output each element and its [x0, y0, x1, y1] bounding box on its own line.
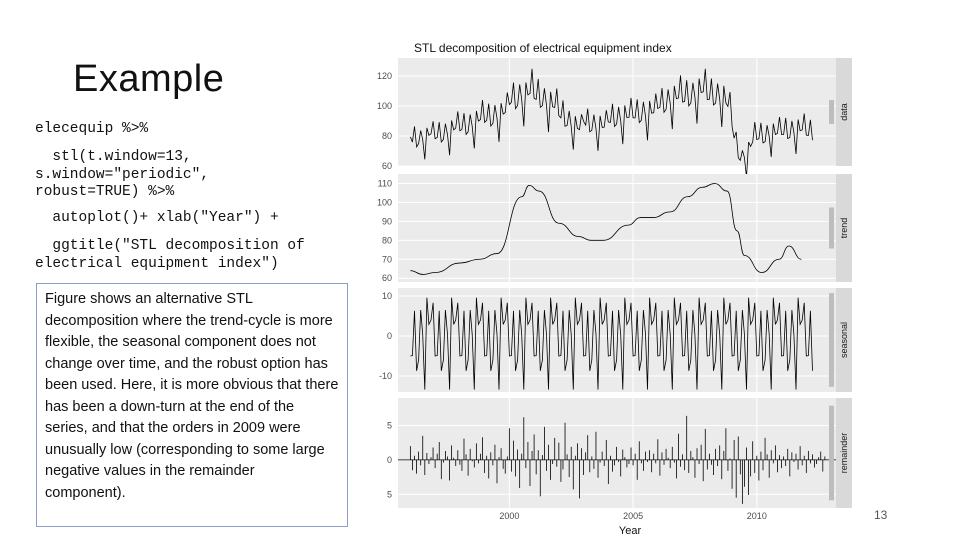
y-tick-label: 0 [386, 454, 392, 465]
range-bar [829, 293, 834, 387]
x-axis-title: Year [618, 525, 642, 537]
y-tick-label: 80 [381, 131, 392, 141]
y-tick-label: 60 [381, 161, 392, 171]
code-line: electrical equipment index") [35, 256, 279, 272]
y-tick-label: 60 [381, 273, 392, 284]
y-tick-label: 110 [377, 178, 392, 189]
stl-decomposition-chart [362, 36, 862, 538]
x-tick-label: 2000 [499, 511, 520, 521]
y-tick-label: -10 [378, 371, 392, 381]
panel-strip-label: trend [839, 217, 849, 239]
y-tick-label: 70 [381, 254, 392, 265]
y-tick-label: 5 [386, 489, 392, 500]
y-tick-label: 90 [381, 216, 392, 227]
chart-title: STL decomposition of electrical equipment index [414, 41, 672, 55]
chart-panels [377, 58, 852, 521]
range-bar [829, 406, 834, 501]
range-bar [829, 207, 834, 248]
code-line: elecequip %>% [35, 121, 149, 137]
description-box [36, 283, 348, 527]
y-tick-label: 100 [376, 197, 392, 208]
code-line: stl(t.window=13, [35, 149, 192, 165]
code-line: autoplot()+ xlab("Year") + [35, 210, 279, 226]
y-tick-label: 10 [381, 291, 392, 301]
range-bar [829, 100, 834, 124]
code-line: s.window="periodic", [35, 167, 210, 183]
description-text: Figure shows an alternative STL decomposition where the trend-cycle is more flexible, the seasonal component does not change over time, and the robust option has been used. Here, it is more obvious that there has been a down-turn at the end of the series, and that the orders in 2009 were unusually low (corresponding to some large negative values in the remainder component). [45, 291, 339, 501]
page-number: 13 [874, 508, 888, 522]
panel-strip-label: seasonal [839, 321, 849, 359]
x-tick-label: 2010 [746, 511, 767, 521]
panel-strip-label: remainder [839, 432, 849, 474]
panel-strip-label: data [839, 103, 849, 121]
y-tick-label: 100 [376, 101, 392, 111]
slide-title: Example [73, 58, 225, 100]
code-line: ggtitle("STL decomposition of [35, 238, 305, 254]
code-line: robust=TRUE) %>% [35, 184, 175, 200]
y-tick-label: 5 [386, 420, 392, 431]
x-tick-label: 2005 [623, 511, 644, 521]
y-tick-label: 120 [376, 71, 392, 81]
y-tick-label: 80 [381, 235, 392, 246]
y-tick-label: 0 [386, 331, 392, 341]
